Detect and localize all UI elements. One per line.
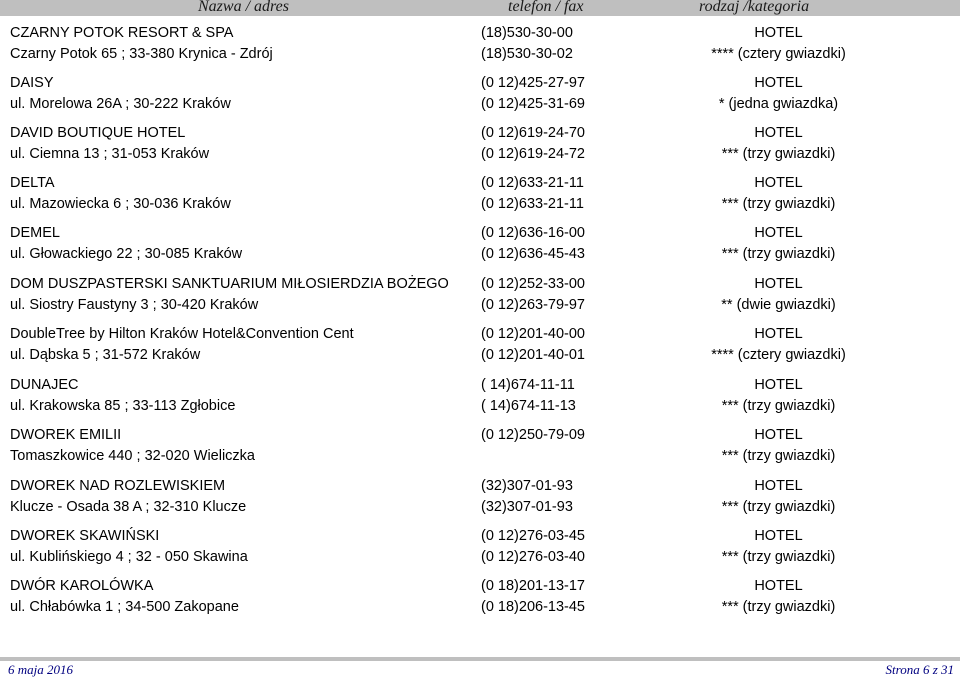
header-phone-fax: telefon / fax: [508, 0, 584, 15]
entry-fax: (0 12)636-45-43: [481, 246, 585, 262]
entry-address: ul. Siostry Faustyny 3 ; 30-420 Kraków: [10, 297, 259, 313]
entry-name: DWOREK NAD ROZLEWISKIEM: [10, 478, 226, 494]
entry-type: HOTEL: [754, 377, 803, 393]
entry-category: *** (trzy gwiazdki): [721, 549, 836, 565]
entry-fax: ( 14)674-11-13: [481, 398, 576, 414]
entry-fax: (0 12)276-03-40: [481, 549, 585, 565]
entry-fax: (18)530-30-02: [481, 46, 573, 62]
entry-phone: (32)307-01-93: [481, 478, 573, 494]
entry-fax: (0 12)633-21-11: [481, 196, 584, 212]
entry-phone: (0 12)633-21-11: [481, 175, 584, 191]
entry-name: DAVID BOUTIQUE HOTEL: [10, 125, 186, 141]
hotel-entry: [0, 575, 960, 619]
entry-address: Czarny Potok 65 ; 33-380 Krynica - Zdrój: [10, 46, 273, 62]
hotel-entry: [0, 273, 960, 317]
hotel-entry: [0, 374, 960, 418]
entry-phone: (0 12)276-03-45: [481, 528, 585, 544]
entry-category: ** (dwie gwiazdki): [721, 297, 836, 313]
footer-date: 6 maja 2016: [8, 662, 73, 677]
entry-type: HOTEL: [754, 225, 803, 241]
entry-category: *** (trzy gwiazdki): [721, 448, 836, 464]
hotel-entry: [0, 525, 960, 569]
entry-address: Klucze - Osada 38 A ; 32-310 Klucze: [10, 499, 247, 515]
entry-address: ul. Morelowa 26A ; 30-222 Kraków: [10, 96, 231, 112]
entry-fax: (0 12)619-24-72: [481, 146, 585, 162]
entry-address: ul. Dąbska 5 ; 31-572 Kraków: [10, 347, 201, 363]
footer-divider: [0, 657, 960, 661]
entry-name: DAISY: [10, 75, 54, 91]
header-name-address: Nazwa / adres: [198, 0, 289, 15]
entry-category: **** (cztery gwiazdki): [711, 347, 846, 363]
entry-phone: (0 12)201-40-00: [481, 326, 585, 342]
hotel-entry: [0, 22, 960, 66]
entry-type: HOTEL: [754, 25, 803, 41]
hotel-entry: [0, 424, 960, 468]
entry-address: ul. Krakowska 85 ; 33-113 Zgłobice: [10, 398, 236, 414]
entry-category: *** (trzy gwiazdki): [721, 196, 836, 212]
entry-name: DWOREK SKAWIŃSKI: [10, 528, 160, 544]
entry-type: HOTEL: [754, 528, 803, 544]
entry-type: HOTEL: [754, 125, 803, 141]
entry-address: ul. Głowackiego 22 ; 30-085 Kraków: [10, 246, 243, 262]
entry-address: ul. Chłabówka 1 ; 34-500 Zakopane: [10, 599, 239, 615]
entry-fax: (0 12)425-31-69: [481, 96, 585, 112]
entry-name: DWÓR KAROLÓWKA: [10, 578, 154, 594]
entry-name: DELTA: [10, 175, 55, 191]
hotel-entry: [0, 222, 960, 266]
hotel-entry: [0, 323, 960, 367]
hotel-entry: [0, 475, 960, 519]
entry-fax: (0 12)263-79-97: [481, 297, 585, 313]
entry-phone: (0 12)250-79-09: [481, 427, 585, 443]
entry-phone: (18)530-30-00: [481, 25, 573, 41]
entry-phone: (0 12)619-24-70: [481, 125, 585, 141]
entry-type: HOTEL: [754, 427, 803, 443]
entry-name: CZARNY POTOK RESORT & SPA: [10, 25, 234, 41]
entry-name: DoubleTree by Hilton Kraków Hotel&Convention Cent: [10, 326, 354, 342]
entry-type: HOTEL: [754, 75, 803, 91]
entry-address: ul. Kublińskiego 4 ; 32 - 050 Skawina: [10, 549, 248, 565]
entry-name: DEMEL: [10, 225, 60, 241]
entry-phone: ( 14)674-11-11: [481, 377, 575, 393]
entry-category: **** (cztery gwiazdki): [711, 46, 846, 62]
entry-name: DOM DUSZPASTERSKI SANKTUARIUM MIŁOSIERDZIA BOŻEGO: [10, 276, 449, 292]
entry-phone: (0 12)636-16-00: [481, 225, 585, 241]
entry-category: *** (trzy gwiazdki): [721, 146, 836, 162]
entry-type: HOTEL: [754, 175, 803, 191]
entry-address: ul. Mazowiecka 6 ; 30-036 Kraków: [10, 196, 231, 212]
hotel-entry: [0, 122, 960, 166]
entry-category: *** (trzy gwiazdki): [721, 599, 836, 615]
entry-type: HOTEL: [754, 326, 803, 342]
entry-category: *** (trzy gwiazdki): [721, 246, 836, 262]
entry-type: HOTEL: [754, 478, 803, 494]
entry-fax: (32)307-01-93: [481, 499, 573, 515]
entry-category: *** (trzy gwiazdki): [721, 398, 836, 414]
hotel-entry: [0, 72, 960, 116]
entry-phone: (0 18)201-13-17: [481, 578, 585, 594]
entry-category: *** (trzy gwiazdki): [721, 499, 836, 515]
footer-page-number: Strona 6 z 31: [885, 662, 954, 677]
entry-address: Tomaszkowice 440 ; 32-020 Wieliczka: [10, 448, 255, 464]
entry-type: HOTEL: [754, 276, 803, 292]
entry-address: ul. Ciemna 13 ; 31-053 Kraków: [10, 146, 210, 162]
entry-phone: (0 12)252-33-00: [481, 276, 585, 292]
entry-category: * (jedna gwiazdka): [718, 96, 839, 112]
entry-name: DUNAJEC: [10, 377, 79, 393]
header-type-category: rodzaj /kategoria: [699, 0, 810, 15]
entry-type: HOTEL: [754, 578, 803, 594]
entry-fax: (0 12)201-40-01: [481, 347, 585, 363]
entry-name: DWOREK EMILII: [10, 427, 122, 443]
hotel-entry: [0, 172, 960, 216]
entry-fax: (0 18)206-13-45: [481, 599, 585, 615]
column-header: [0, 0, 960, 16]
entry-phone: (0 12)425-27-97: [481, 75, 585, 91]
